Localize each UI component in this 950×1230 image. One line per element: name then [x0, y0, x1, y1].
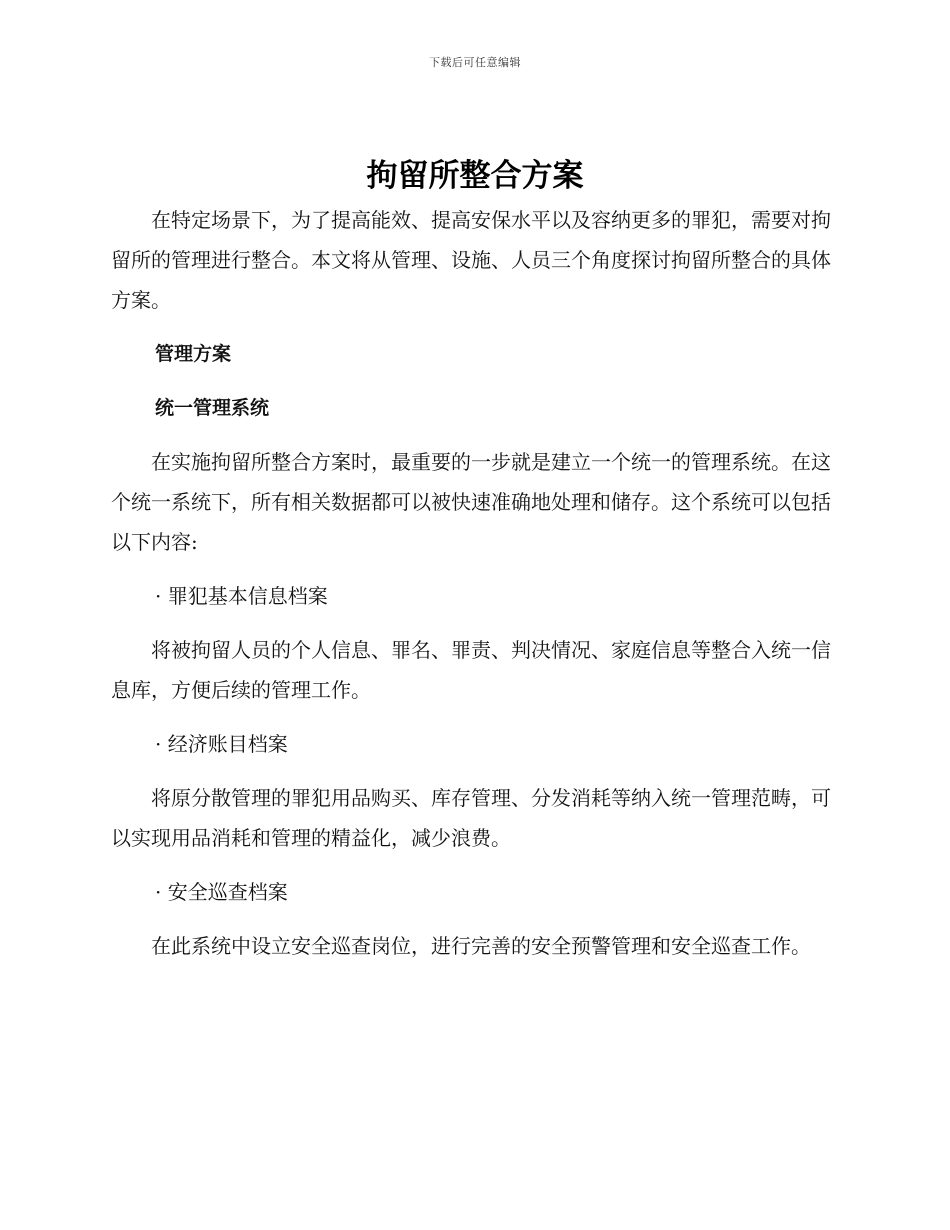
bullet-item-text: 将被拘留人员的个人信息、罪名、罪责、判决情况、家庭信息等整合入统一信息库，方便后续的管理工作。 [111, 638, 831, 702]
bullet-item-text: 将原分散管理的罪犯用品购买、库存管理、分发消耗等纳入统一管理范畴，可以实现用品消耗和管理的精益化，减少浪费。 [111, 786, 831, 850]
header-note: 下载后可任意编辑 [429, 56, 521, 69]
bullet-item-label: · 经济账目档案 [155, 732, 288, 756]
system-intro-paragraph: 在实施拘留所整合方案时，最重要的一步就是建立一个统一的管理系统。在这个统一系统下，所有相关数据都可以被快速准确地处理和储存。这个系统可以包括以下内容: [111, 450, 831, 554]
document-body [111, 200, 833, 980]
bullet-item-label: · 罪犯基本信息档案 [155, 584, 328, 608]
bullet-item-text: 在此系统中设立安全巡查岗位，进行完善的安全预警管理和安全巡查工作。 [151, 934, 811, 958]
section-heading: 管理方案 [155, 343, 232, 365]
bullet-item-label: · 安全巡查档案 [155, 880, 288, 904]
intro-paragraph: 在特定场景下，为了提高能效、提高安保水平以及容纳更多的罪犯，需要对拘留所的管理进行整合。本文将从管理、设施、人员三个角度探讨拘留所整合的具体方案。 [111, 208, 831, 312]
subsection-heading: 统一管理系统 [155, 397, 270, 419]
document-title: 拘留所整合方案 [366, 158, 584, 194]
